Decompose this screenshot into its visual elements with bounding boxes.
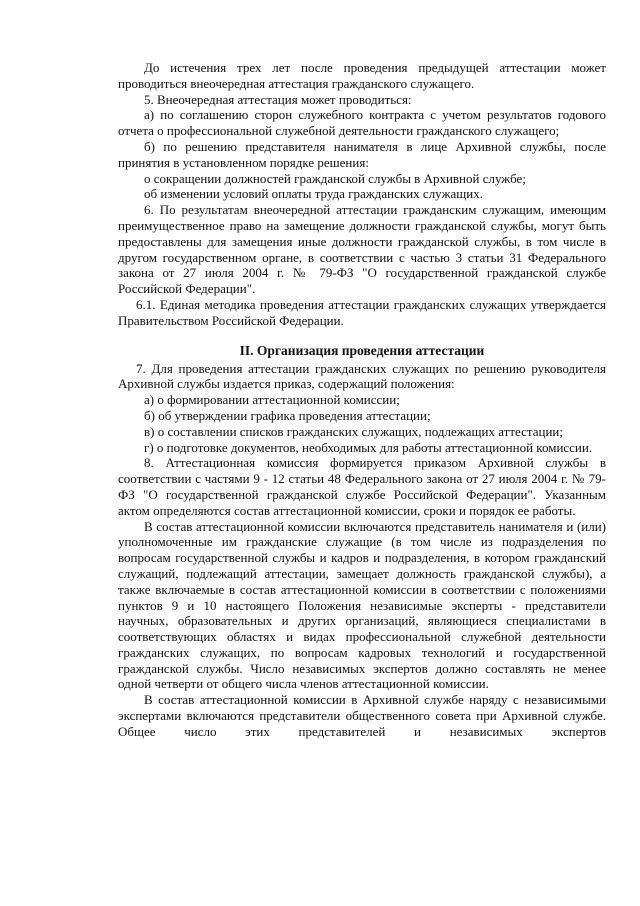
paragraph-5b-item-2: об изменении условий оплаты труда гражданских служащих. (144, 186, 483, 202)
paragraph-5b-item-1: о сокращении должностей гражданской службы в Архивной службе; (144, 170, 526, 186)
paragraph-5a: а) по соглашению сторон служебного контракта с учетом результатов годового отчета о профессиональной служебной деятельности гражданского служащего; (118, 107, 606, 139)
paragraph-6-1: 6.1. Единая методика проведения аттестации гражданских служащих утверждается Правительством Российской Федерации. (118, 296, 606, 328)
paragraph-7b: б) об утверждении графика проведения аттестации; (144, 407, 431, 423)
document-body (118, 60, 606, 740)
paragraph-7d: г) о подготовке документов, необходимых для работы аттестационной комиссии. (144, 439, 593, 455)
paragraph-intro: До истечения трех лет после проведения предыдущей аттестации может проводиться внеочередная аттестация гражданского служащего. (118, 60, 606, 91)
paragraph-5: 5. Внеочередная аттестация может проводиться: (144, 91, 412, 107)
paragraph-5b: б) по решению представителя нанимателя в лице Архивной службы, после принятия в установленном порядке решения: (118, 138, 606, 170)
paragraph-8: 8. Аттестационная комиссия формируется приказом Архивной службы в соответствии с частями 9 - 12 статьи 48 Федерального закона от 27 июля 2004 г. № 79-ФЗ "О государственной гражданской службе Российской Федерации". Указанным актом определяются состав аттестационной комиссии, сроки и порядок ее работы. (118, 455, 606, 518)
paragraph-7: 7. Для проведения аттестации гражданских служащих по решению руководителя Архивной службы издается приказ, содержащий положения: (118, 360, 606, 392)
paragraph-8-public-council: В состав аттестационной комиссии в Архивной службе наряду с независимыми экспертами включаются представители общественного совета при Архивной службе. Общее число этих представителей и независимых экспертов (118, 692, 606, 739)
paragraph-8-composition: В состав аттестационной комиссии включаются представитель нанимателя и (или) уполномоченные им гражданские служащие (в том числе из подразделения по вопросам государственной службы и кадров и подразделения, в котором гражданский служащий, подлежащий аттестации, замещает должность гражданской службы), а также включаемые в состав аттестационной комиссии в соответствии с положениями пунктов 9 и 10 настоящего Положения независимые эксперты - представители научных, образовательных и других организаций, являющиеся специалистами в соответствующих областях и видах профессиональной служебной деятельности гражданских служащих, по вопросам кадровых технологий и государственной гражданской службы. Число независимых экспертов должно составлять не менее одной четверти от общего числа членов аттестационной комиссии. (118, 518, 606, 692)
paragraph-6: 6. По результатам внеочередной аттестации гражданским служащим, имеющим преимущественное право на замещение должности гражданской службы, могут быть предоставлены для замещения иные должности гражданской службы, в том числе в другом государственном органе, в соответствии с частью 3 статьи 31 Федерального закона от 27 июля 2004 г. № 79-ФЗ "О государственной гражданской службе Российской Федерации". (118, 202, 606, 297)
paragraph-7c: в) о составлении списков гражданских служащих, подлежащих аттестации; (144, 423, 563, 439)
paragraph-7a: а) о формировании аттестационной комиссии; (144, 392, 400, 408)
section-heading: II. Организация проведения аттестации (239, 342, 485, 358)
